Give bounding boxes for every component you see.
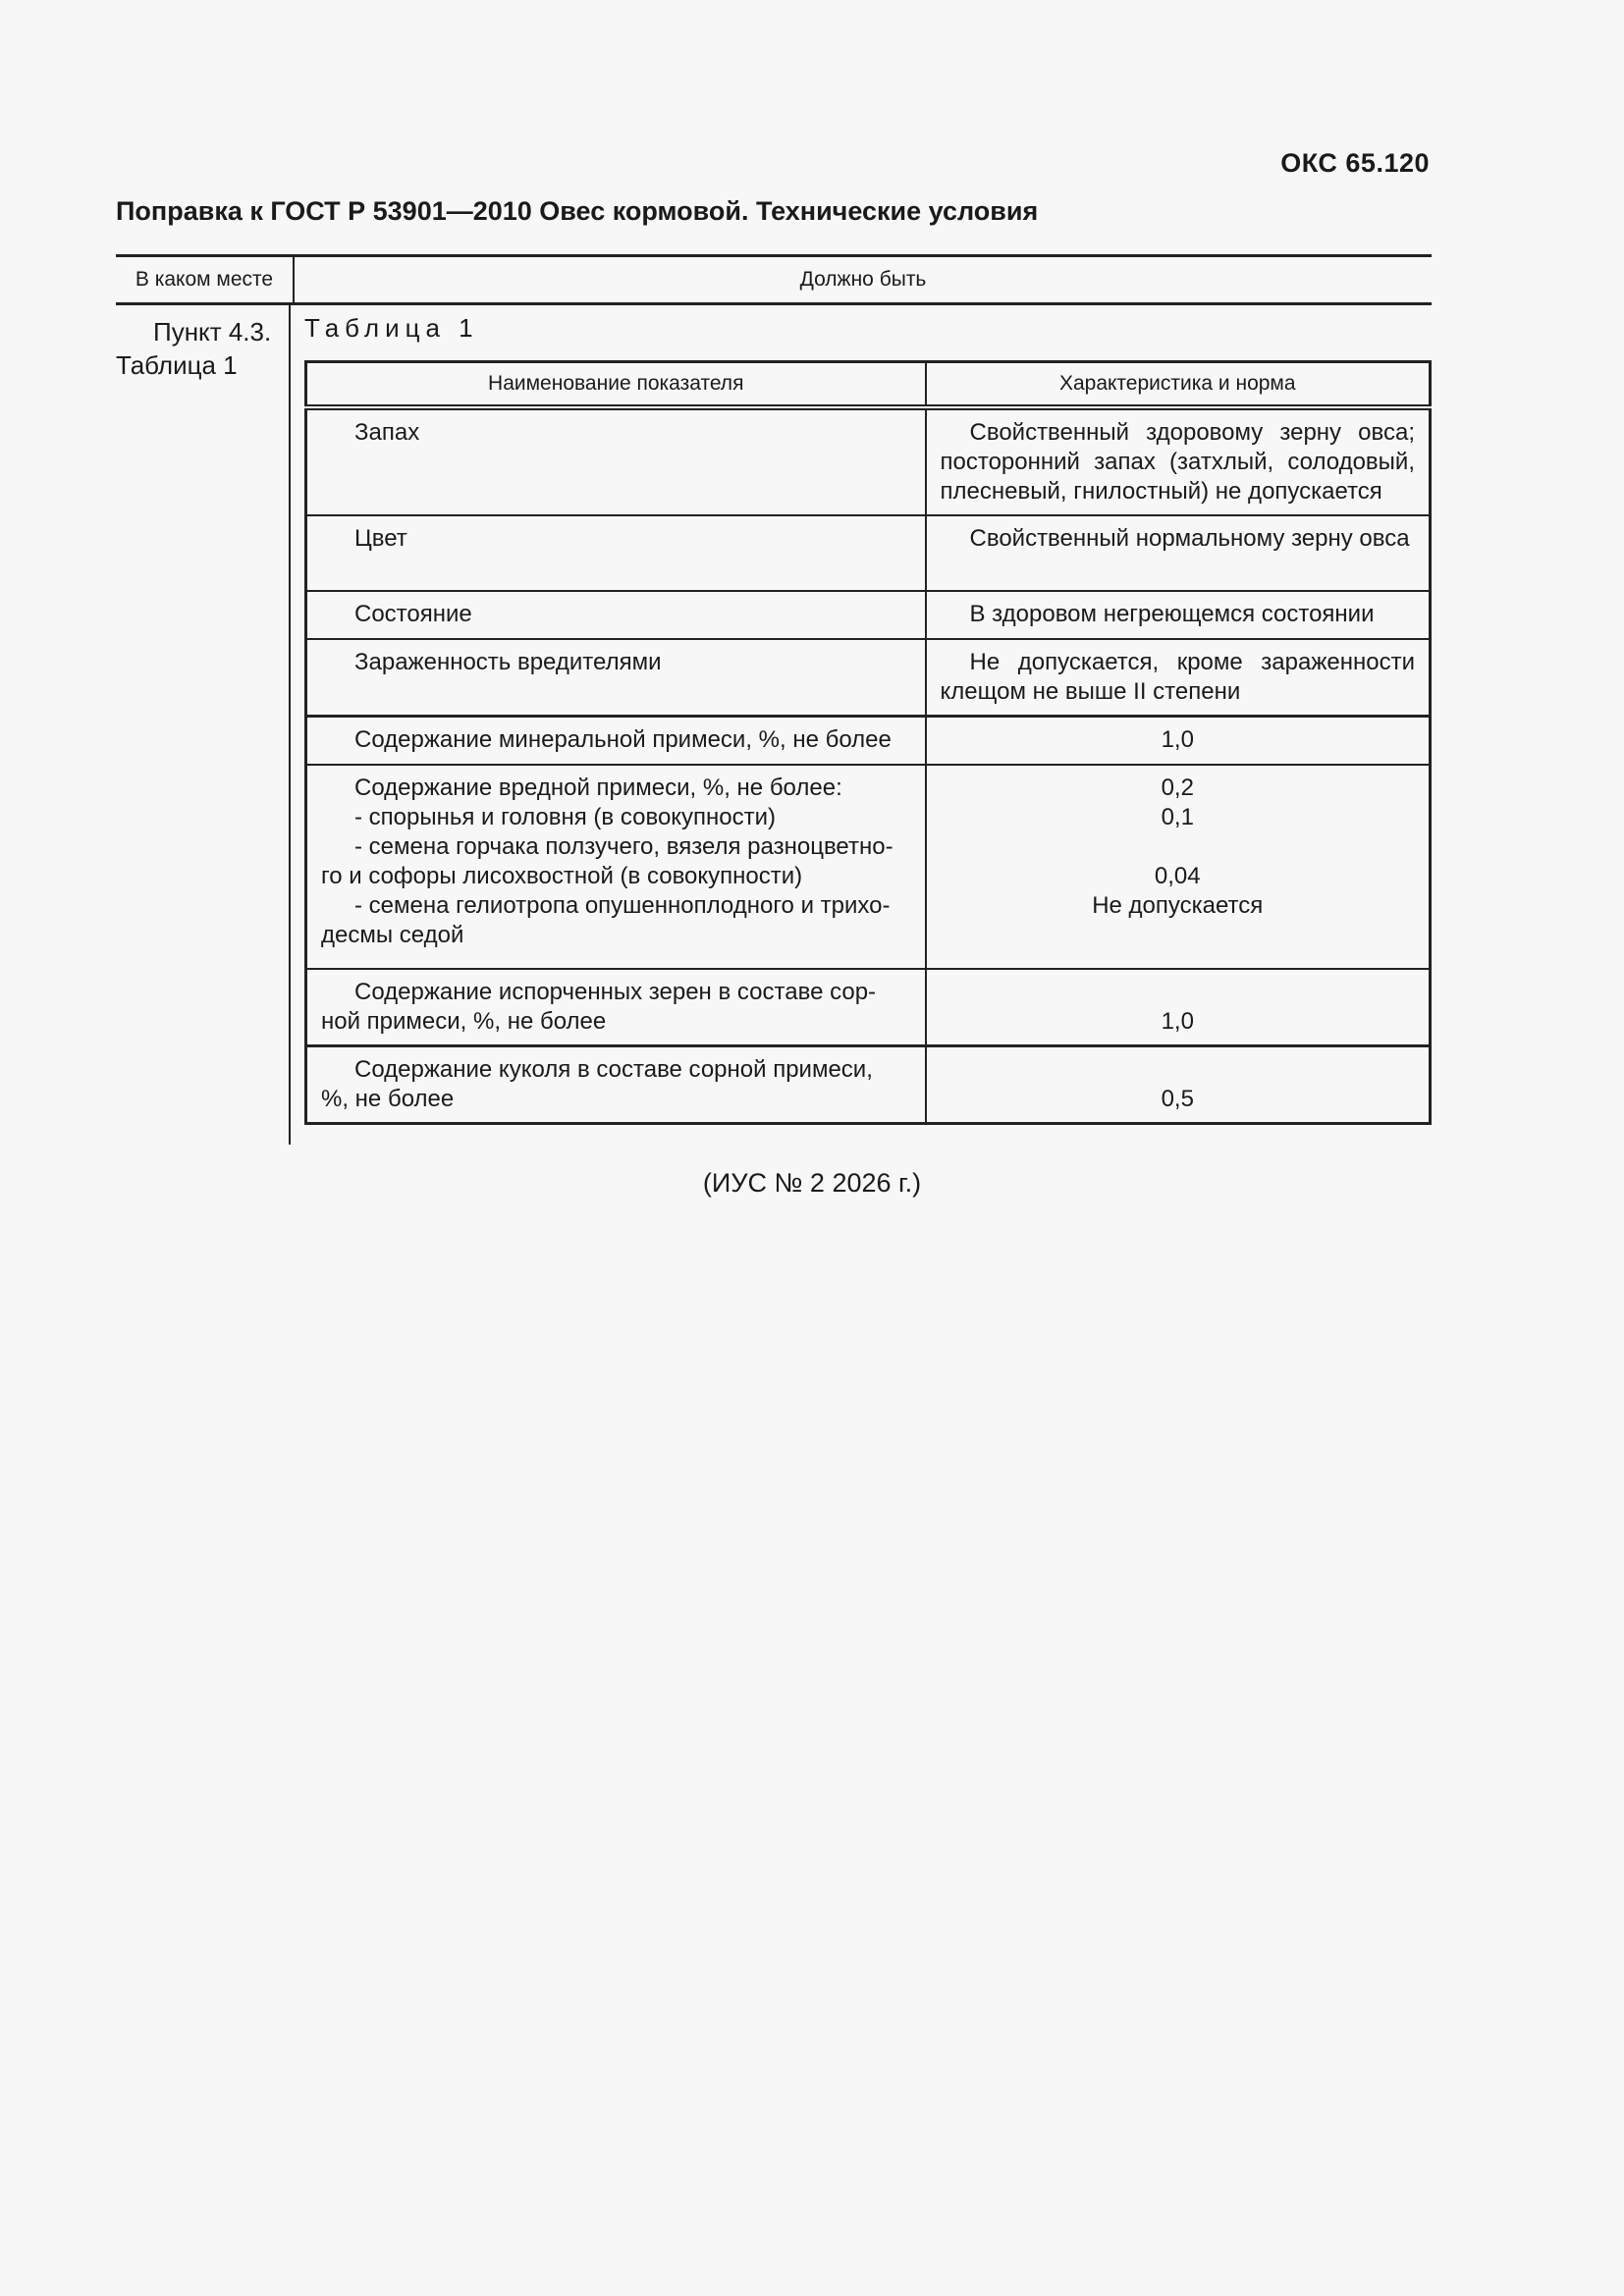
row-norm: 1,0 bbox=[926, 717, 1431, 765]
row-name: Содержание испорченных зерен в составе сор- bbox=[354, 978, 877, 1005]
location-line-1: Пункт 4.3. bbox=[153, 317, 272, 347]
row-norm: 1,0 bbox=[1161, 1007, 1194, 1035]
sub-row-norm: Не допускается bbox=[1092, 891, 1264, 919]
header-norm: Характеристика и норма bbox=[926, 362, 1431, 408]
header-indicator-name: Наименование показателя bbox=[306, 362, 926, 408]
sub-row-norm: 0,1 bbox=[1161, 803, 1194, 830]
row-name: Цвет bbox=[354, 525, 407, 552]
row-name: Содержание вредной примеси, %, не более: bbox=[354, 774, 842, 801]
column-header-where: В каком месте bbox=[116, 257, 295, 302]
sub-row-norm: 0,04 bbox=[1154, 862, 1201, 889]
row-norm: В здоровом негреющемся состоянии bbox=[969, 601, 1375, 627]
document-title: Поправка к ГОСТ Р 53901—2010 Овес кормовой. Технические условия bbox=[116, 196, 1039, 226]
table-row bbox=[306, 717, 1431, 765]
table-row bbox=[306, 591, 1431, 639]
sub-row-name: го и софоры лисохвостной (в совокупности) bbox=[321, 862, 803, 889]
row-name: %, не более bbox=[321, 1085, 455, 1112]
table-row bbox=[306, 407, 1431, 515]
sub-row-name: десмы седой bbox=[321, 921, 464, 948]
location-line-2: Таблица 1 bbox=[116, 350, 238, 380]
amendment-table-body bbox=[116, 305, 1432, 1145]
sub-row-name: - семена гелиотропа опушенноплодного и трихо- bbox=[354, 891, 891, 919]
row-norm: Свойственный нормальному зерну овса bbox=[969, 525, 1410, 552]
row-norm: Не допускается, кроме зараженности клещом не выше II степени bbox=[940, 649, 1415, 705]
row-name: Запах bbox=[354, 419, 420, 446]
column-header-should-be: Должно быть bbox=[799, 268, 927, 291]
row-name: Содержание минеральной примеси, %, не более bbox=[354, 726, 892, 753]
table-row bbox=[306, 1045, 1431, 1123]
row-name: Зараженность вредителями bbox=[354, 649, 662, 675]
row-norm: 0,2 bbox=[1161, 774, 1194, 801]
indicators-table-header bbox=[306, 362, 1431, 408]
row-name: ной примеси, %, не более bbox=[321, 1007, 607, 1035]
row-name: Состояние bbox=[354, 601, 472, 627]
oks-code: ОКС 65.120 bbox=[1280, 148, 1430, 178]
amendment-table-header bbox=[116, 257, 1432, 305]
row-norm: 0,5 bbox=[1161, 1085, 1194, 1112]
row-norm: Свойственный здоровому зерну овса; посторонний запах (затхлый, солодовый, плесневый, гнилостный) не допускается bbox=[940, 419, 1415, 505]
table-row bbox=[306, 639, 1431, 717]
amendment-table bbox=[116, 254, 1432, 1145]
table-row bbox=[306, 969, 1431, 1046]
row-name: Содержание куколя в составе сорной примеси, bbox=[354, 1055, 873, 1083]
table-caption: Таблица 1 bbox=[304, 313, 479, 343]
sub-row-name: - семена горчака ползучего, вязеля разноцветно- bbox=[354, 832, 893, 860]
should-be-cell bbox=[291, 305, 1432, 1145]
indicators-table bbox=[304, 360, 1432, 1125]
ius-reference: (ИУС № 2 2026 г.) bbox=[702, 1168, 922, 1198]
table-row bbox=[306, 765, 1431, 969]
table-row bbox=[306, 515, 1431, 591]
sub-row-name: - спорынья и головня (в совокупности) bbox=[354, 803, 777, 830]
location-cell bbox=[116, 305, 291, 1145]
